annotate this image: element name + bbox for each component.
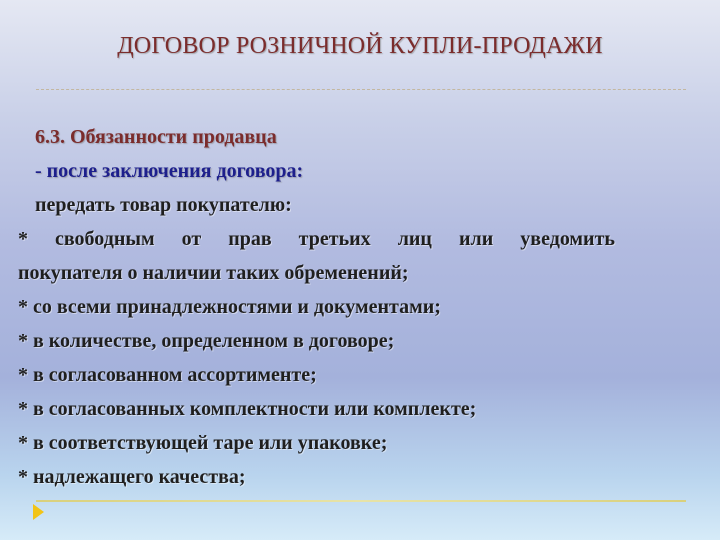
word: свободным [55,228,155,250]
list-item: * со всеми принадлежностями и документами; [18,296,441,318]
list-item: * в соответствующей таре или упаковке; [18,432,388,454]
play-triangle-icon [33,504,44,520]
word: уведомить [520,228,615,250]
title-divider [36,89,686,90]
word: прав [228,228,272,250]
footer-divider [36,500,686,502]
list-item: * надлежащего качества; [18,466,246,488]
list-item: * в согласованных комплектности или комплекте; [18,398,477,420]
lead-text: передать товар покупателю: [35,194,292,216]
section-heading: 6.3. Обязанности продавца [35,126,277,148]
section-subheading: - после заключения договора: [35,160,304,182]
slide-title: ДОГОВОР РОЗНИЧНОЙ КУПЛИ-ПРОДАЖИ [117,33,603,59]
list-item-justified-first-line [18,222,615,256]
word: третьих [298,228,371,250]
list-item-continuation: покупателя о наличии таких обременений; [18,262,409,284]
word: или [458,228,494,250]
word: * [18,228,28,250]
list-item: * в количестве, определенном в договоре; [18,330,395,352]
word: от [181,228,202,250]
slide-body [18,120,618,494]
word: лиц [397,228,432,250]
list-item: * в согласованном ассортименте; [18,364,317,386]
